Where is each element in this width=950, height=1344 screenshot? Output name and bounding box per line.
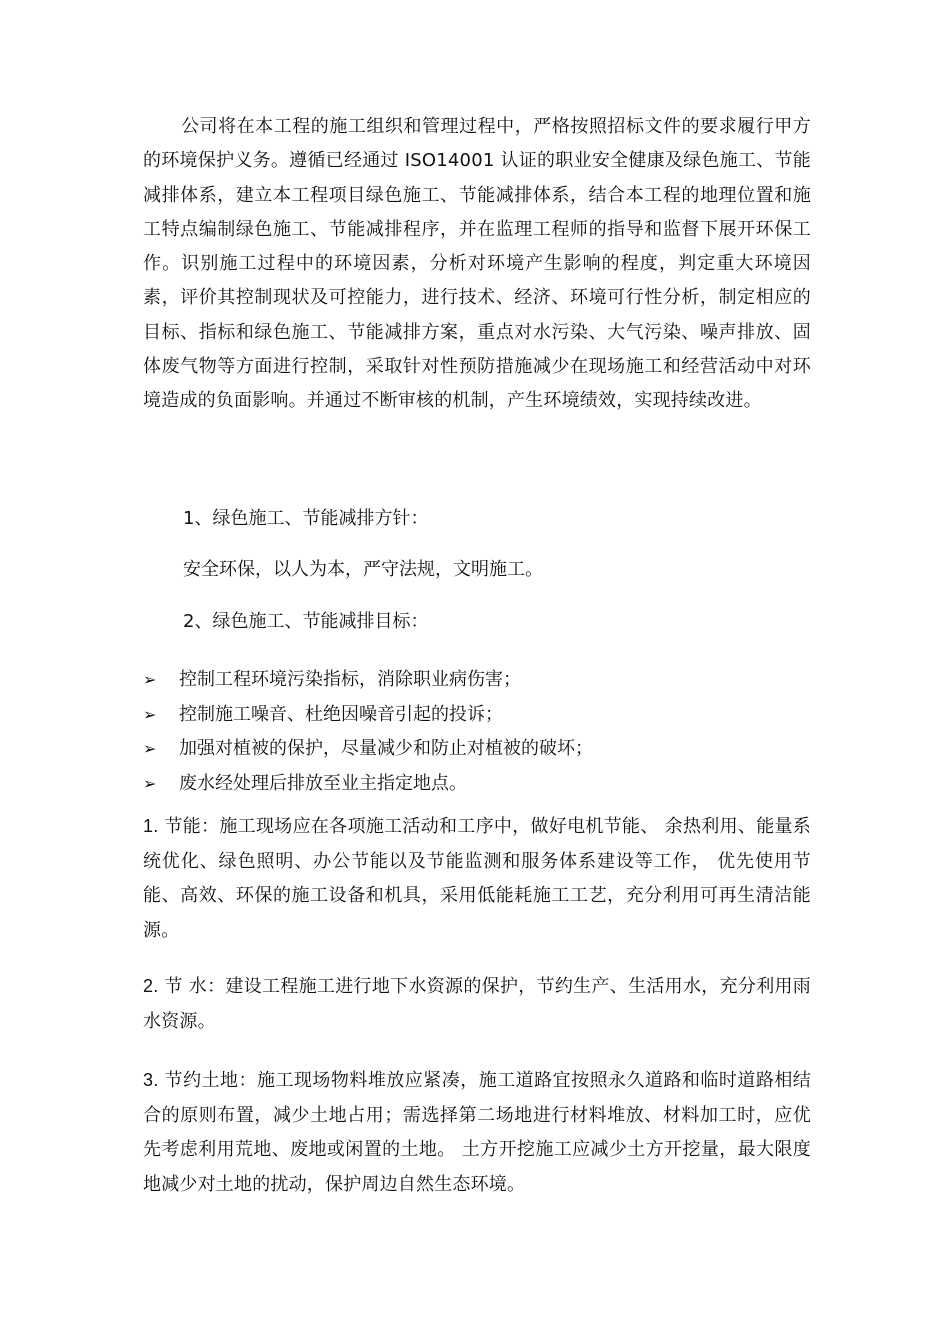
measure-energy-paragraph xyxy=(143,809,811,948)
policy-statement: 安全环保，以人为本，严守法规，文明施工。 xyxy=(183,559,543,580)
list-item: ➢ 控制工程环境污染指标，消除职业病伤害； xyxy=(143,667,811,702)
measure-text: 节 水：建设工程施工进行地下水资源的保护，节约生产、生活用水，充分利用雨水资源。 xyxy=(143,976,812,1032)
measure-number: 1. xyxy=(143,816,159,836)
arrow-bullet-icon: ➢ xyxy=(143,704,157,724)
measure-text: 节能：施工现场应在各项施工活动和工序中，做好电机节能、 余热利用、能量系统优化、绿色照明、办公节能以及节能监测和服务体系建设等工作， 优先使用节能、高效、环保的施工设备和机具，采用低能耗施工工艺，充分利用可再生清洁能源。 xyxy=(143,816,812,941)
measure-number: 3. xyxy=(143,1070,159,1090)
arrow-bullet-icon: ➢ xyxy=(143,773,157,793)
measure-text: 节约土地：施工现场物料堆放应紧凑，施工道路宜按照永久道路和临时道路相结合的原则布置，减少土地占用；需选择第二场地进行材料堆放、材料加工时，应优先考虑利用荒地、废地或闲置的土地。 土方开挖施工应减少土方开挖量，最大限度地减少对土地的扰动，保护周边自然生态环境。 xyxy=(143,1070,812,1195)
targets-list xyxy=(143,667,811,805)
measure-water-paragraph xyxy=(143,969,811,1039)
list-item: ➢ 控制施工噪音、杜绝因噪音引起的投诉； xyxy=(143,702,811,737)
section-heading-policy: 1、绿色施工、节能减排方针： xyxy=(183,508,429,529)
list-item: ➢ 废水经处理后排放至业主指定地点。 xyxy=(143,771,811,806)
measure-land-paragraph xyxy=(143,1063,811,1202)
list-item: ➢ 加强对植被的保护，尽量减少和防止对植被的破坏； xyxy=(143,736,811,771)
section-heading-targets: 2、绿色施工、节能减排目标： xyxy=(183,611,429,632)
arrow-bullet-icon: ➢ xyxy=(143,739,157,758)
arrow-bullet-icon: ➢ xyxy=(143,670,157,689)
intro-paragraph: 公司将在本工程的施工组织和管理过程中，严格按照招标文件的要求履行甲方的环境保护义务。遵循已经通过 ISO14001 认证的职业安全健康及绿色施工、节能减排体系，建立本工程项目绿色施工、节能减排体系，结合本工程的地理位置和施工特点编制绿色施工、节能减排程序，并在监理工程师的指导和监督下展开环保工作。识别施工过程中的环境因素，分析对环境产生影响的程度，判定重大环境因素，评价其控制现状及可控能力，进行技术、经济、环境可行性分析，制定相应的目标、指标和绿色施工、节能减排方案，重点对水污染、大气污染、噪声排放、固体废气物等方面进行控制，采取针对性预防措施减少在现场施工和经营活动中对环境造成的负面影响。并通过不断审核的机制，产生环境绩效，实现持续改进。 xyxy=(143,116,811,412)
measure-number: 2. xyxy=(143,976,159,996)
